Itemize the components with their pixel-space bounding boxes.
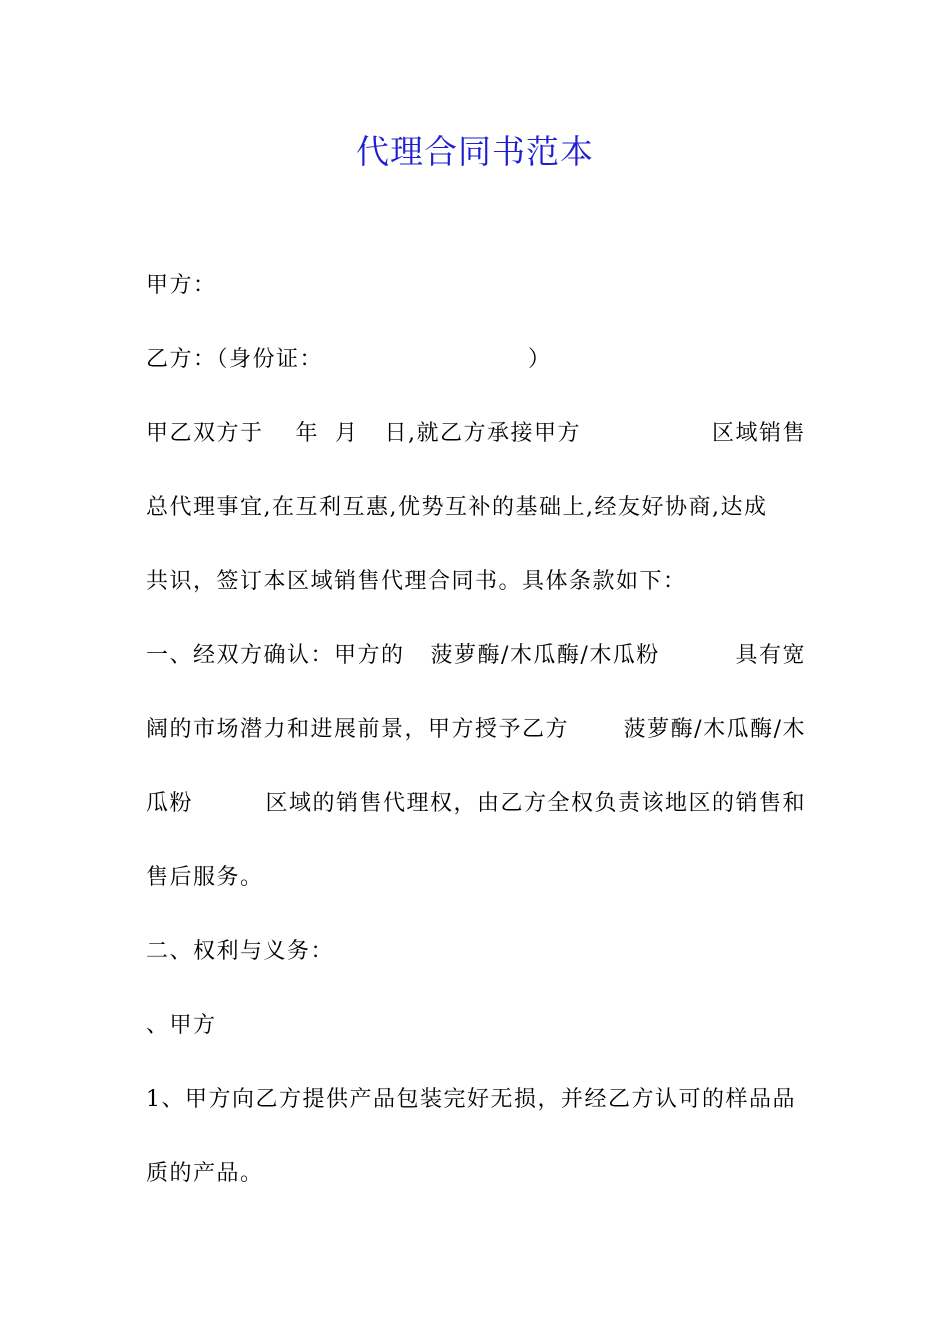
clause2-item1-line-1 [146,1080,806,1154]
clause2-heading [146,932,806,1006]
clause1-line-2 [146,710,806,784]
party-a-line [146,266,806,340]
clause1-text: 一、经双方确认：甲方的 [146,643,405,668]
clause1-product: 菠萝酶/木瓜酶/木瓜粉 [430,643,660,668]
document-body [146,266,806,1228]
clause2-item1-line-2 [146,1154,806,1228]
clause1-line-4 [146,858,806,932]
clause1-line-4-text: 售后服务。 [146,865,264,890]
intro-line-1 [146,414,806,488]
intro-line-2 [146,488,806,562]
clause2-sub-heading-text: 、甲方 [146,1013,217,1038]
clause1-line-3 [146,784,806,858]
clause2-sub-heading [146,1006,806,1080]
clause1-line-3-a: 瓜粉 [146,791,194,816]
clause1-line-3-b: 区域的销售代理权，由乙方全权负责该地区的销售和 [265,791,806,816]
party-a-label: 甲方： [146,273,217,298]
party-b-line [146,340,806,414]
month-label: 月 [335,421,359,446]
clause2-item1-line-1-text: 1、甲方向乙方提供产品包装完好无损，并经乙方认可的样品品 [146,1087,796,1112]
clause1-line-1 [146,636,806,710]
clause2-item1-line-2-text: 质的产品。 [146,1161,264,1186]
year-label: 年 [295,421,320,446]
intro-line-1-end: 区域销售 [711,421,806,446]
clause2-heading-text: 二、权利与义务： [146,939,335,964]
document-title: 代理合同书范本 [356,132,594,171]
party-b-close: ） [528,347,552,372]
clause1-line-2-product: 菠萝酶/木瓜酶/木 [623,717,806,742]
day-text: 日,就乙方承接甲方 [384,421,582,446]
intro-text: 甲乙双方于 [146,421,264,446]
clause1-line-1-end: 具有宽 [735,643,806,668]
clause1-line-2-text: 阔的市场潜力和进展前景，甲方授予乙方 [146,717,570,742]
intro-line-3 [146,562,806,636]
intro-line-2-text: 总代理事宜,在互利互惠,优势互补的基础上,经友好协商,达成 [146,495,768,520]
party-b-label: 乙方：（身份证： [146,347,324,372]
intro-line-3-text: 共识，签订本区域销售代理合同书。具体条款如下： [146,569,687,594]
